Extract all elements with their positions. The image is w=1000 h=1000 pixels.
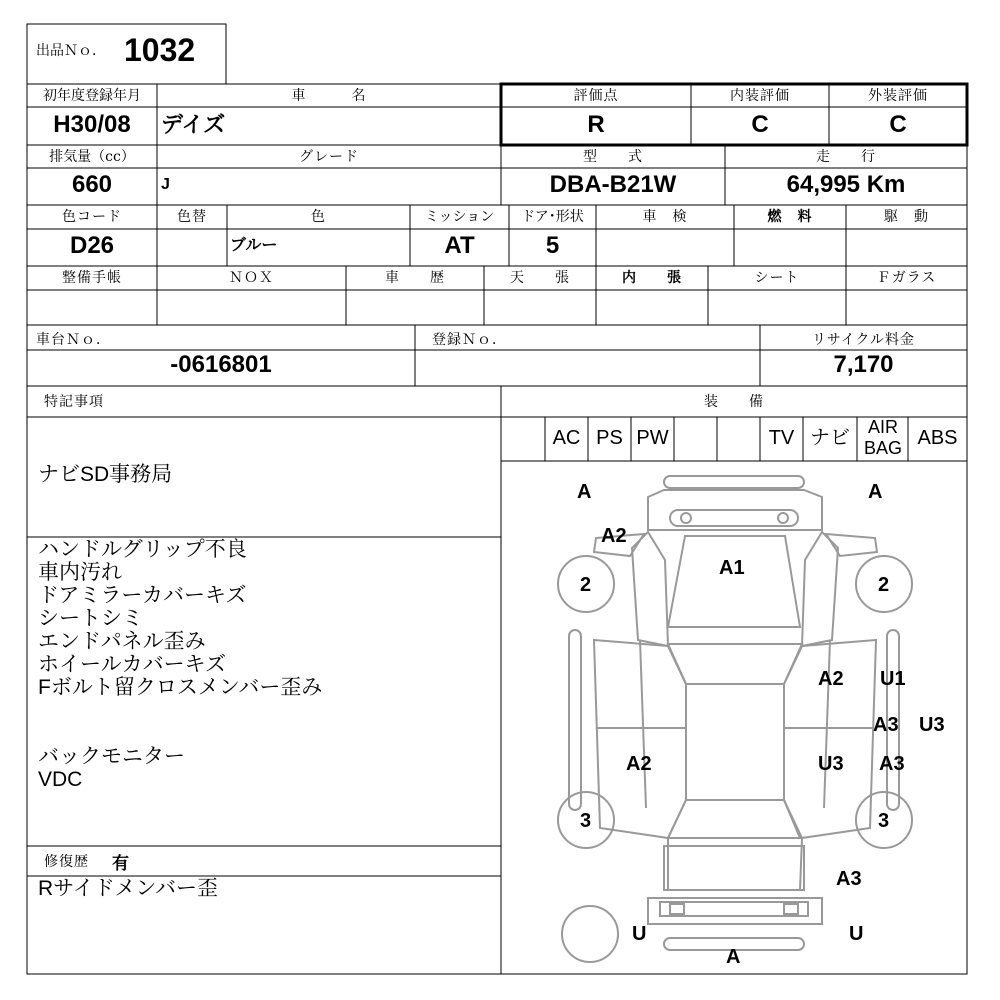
note-item: ホイールカバーキズ [38, 653, 227, 676]
door-value: 5 [545, 232, 560, 259]
ceiling-label: 天 張 [510, 270, 570, 286]
damage-rear-right: U [849, 923, 864, 945]
displacement-value: 660 [71, 171, 113, 198]
registration-number-label: 登録Ｎｏ． [432, 332, 507, 348]
chassis-number-label: 車台Ｎｏ． [36, 332, 111, 348]
car-name-value: デイズ [161, 112, 226, 137]
interior-trim-label: 内 張 [622, 270, 682, 286]
note-item: ハンドルグリップ不良 [38, 538, 247, 561]
lot-label: 出品Ｎｏ． [36, 43, 106, 59]
tire-rear-right: 3 [878, 810, 890, 832]
mileage-value: 64,995 Km [786, 171, 906, 198]
lot-number: 1032 [124, 32, 196, 68]
model-code-label: 型 式 [583, 149, 643, 165]
equipment-ac: AC [552, 427, 581, 449]
mileage-label: 走 行 [816, 149, 876, 165]
damage-tailgate: A3 [836, 868, 862, 890]
recycle-fee-label: リサイクル料金 [811, 332, 916, 348]
damage-right-rear-a: A3 [879, 753, 905, 775]
front-glass-label: Ｆガラス [876, 270, 937, 286]
damage-right-rear-u: U3 [818, 753, 844, 775]
damage-right-fender: A2 [818, 668, 844, 690]
registration-date-value: H30/08 [53, 111, 131, 138]
history-label: 車 歴 [385, 270, 445, 286]
interior-grade-value: C [751, 111, 769, 138]
car-name-label: 車 名 [291, 88, 367, 104]
damage-left-side: A2 [626, 753, 652, 775]
repaint-label: 色替 [177, 209, 207, 225]
damage-front-left: A [577, 481, 592, 503]
equipment-tv: TV [768, 427, 795, 449]
chassis-number-value: -0616801 [170, 351, 272, 378]
recycle-fee-value: 7,170 [833, 351, 894, 378]
interior-grade-label: 内装評価 [730, 88, 790, 104]
note-item: ドアミラーカバーキズ [38, 584, 247, 607]
tire-front-left: 2 [580, 574, 592, 596]
damage-hood: A1 [719, 557, 745, 579]
note-item: Fボルト留クロスメンバー歪み [38, 676, 323, 699]
color-code-value: D26 [69, 232, 115, 259]
repair-history-label: 修復歴 [44, 854, 89, 870]
notes-middle-list [38, 538, 322, 699]
maintenance-record-label: 整備手帳 [62, 270, 122, 286]
exterior-grade-value: C [889, 111, 907, 138]
damage-right-door-a: A3 [873, 714, 899, 736]
repair-detail: Rサイドメンバー歪 [38, 877, 219, 900]
mission-value: AT [444, 232, 475, 259]
equipment-navi: ナビ [810, 427, 850, 449]
equipment-airbag: AIR BAG [863, 417, 902, 458]
note-item: 車内汚れ [38, 561, 122, 584]
nox-label: ＮＯＸ [229, 270, 274, 286]
notes-bottom-list [38, 745, 185, 791]
mission-label: ミッション [424, 209, 495, 225]
score-label: 評価点 [573, 88, 619, 104]
seat-label: シート [754, 270, 800, 286]
color-label: 色 [311, 209, 326, 225]
door-label: ドア･形状 [521, 209, 584, 225]
model-code-value: DBA-B21W [549, 171, 677, 198]
fuel-label: 燃 料 [767, 209, 813, 225]
notes-top: ナビSD事務局 [38, 463, 173, 486]
note-item: エンドパネル歪み [38, 630, 206, 653]
repair-history-value: 有 [112, 854, 129, 874]
drive-label: 駆 動 [884, 209, 929, 225]
displacement-label: 排気量（cc） [49, 149, 135, 165]
damage-bumper-corner: A2 [601, 525, 627, 547]
damage-rear-bumper: A [726, 946, 741, 968]
equipment-pw: PW [636, 427, 669, 449]
tire-front-right: 2 [878, 574, 890, 596]
exterior-grade-label: 外装評価 [868, 88, 928, 104]
equipment-ps: PS [596, 427, 623, 449]
tire-rear-left: 3 [580, 810, 592, 832]
note-item: シートシミ [38, 607, 143, 630]
damage-right-fender-u: U1 [880, 668, 906, 690]
notes-label: 特記事項 [44, 394, 104, 410]
grade-value: J [161, 176, 170, 193]
equipment-abs: ABS [917, 427, 958, 449]
note-item: VDC [38, 768, 83, 791]
score-value: R [587, 111, 605, 138]
color-value: ブルー [230, 237, 278, 254]
inspection-label: 車 検 [642, 209, 688, 225]
color-code-label: 色コード [62, 209, 122, 225]
damage-front-right: A [868, 481, 883, 503]
grade-label: グレード [299, 149, 359, 165]
registration-date-label: 初年度登録年月 [43, 88, 141, 104]
equipment-label: 装 備 [704, 394, 764, 410]
damage-rear-left: U [632, 923, 647, 945]
damage-right-door-u: U3 [919, 714, 945, 736]
note-item: バックモニター [38, 745, 185, 768]
